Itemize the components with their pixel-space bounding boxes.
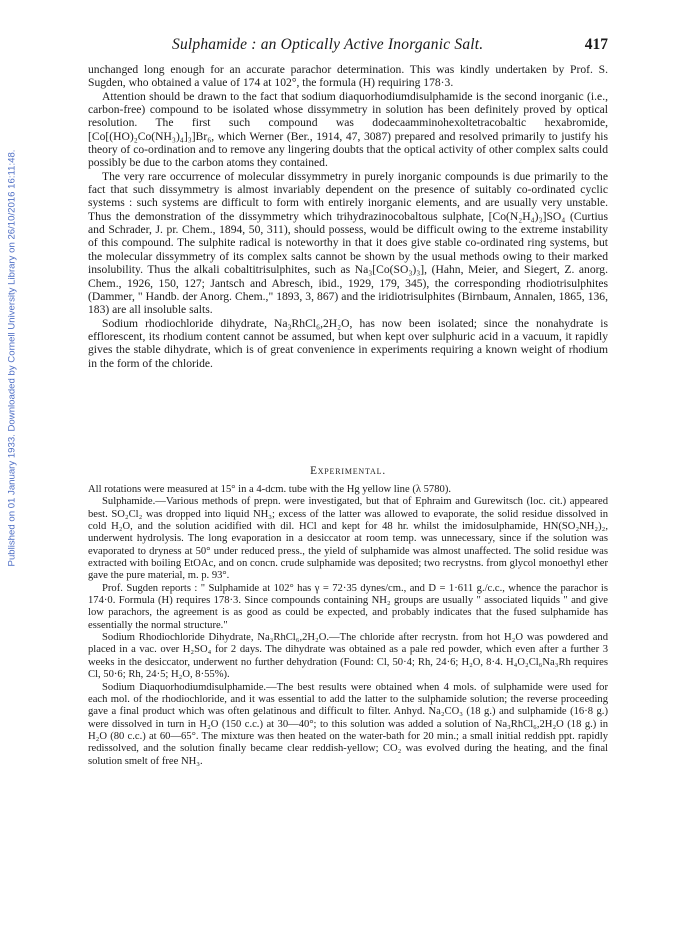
download-watermark-text: Published on 01 January 1933. Downloaded by Cornell University Library on 26/10/2016 16:11:48. [6,149,18,567]
section-heading: Experimental. [310,465,386,477]
running-title: Sulphamide : an Optically Active Inorganic Salt. [172,36,484,53]
page-number: 417 [584,36,608,53]
page-header [88,36,608,56]
download-watermark [4,138,20,578]
body-paragraph: Attention should be drawn to the fact that sodium diaquorhodiumdisulphamide is the second inorganic (i.e., carbon-free) compound to be isolated whose dissymmetry in solution has been definitely proved by optical resolution. The first such compound was dodecaamminohexoltetracobaltic hexabromide, [Co[(HO)₂Co(NH₃)₄]₃]Br₆, which Werner (Ber., 1914, 47, 3087) prepared and resolved primarily to justify his theory of co-ordination and to remove any lingering doubts that the optical activity of other complex salts could possibly be due to the carbon atoms they contained. [88,89,608,170]
experimental-paragraph: All rotations were measured at 15° in a 4-dcm. tube with the Hg yellow line (λ 5780). [88,484,451,495]
experimental-paragraph: Prof. Sugden reports : " Sulphamide at 102° has γ = 72·35 dynes/cm., and D = 1·611 g./c.c., whence the parachor is 174·0. Formula (H) requires 178·3. Since compounds containing NH₂ groups are usually " associated liquids " and give low parachors, the agreement is as good as could be expected, and probably indicates that the fused sulphamide has essentially the normal structure." [88,582,608,631]
body-paragraph: unchanged long enough for an accurate parachor determination. This was kindly undertaken by Prof. S. Sugden, who obtained a value of 174 at 102°, the formula (H) requiring 178·3. [88,63,608,90]
body-text [88,63,608,370]
body-paragraph: Sodium rhodiochloride dihydrate, Na₃RhCl₆,2H₂O, has now been isolated; since the nonahydrate is efflorescent, its rhodium content cannot be assumed, but when kept over sulphuric acid in a vacuum, it rapidly gives the stable dihydrate, which is of great convenience in experiments requiring a known weight of rhodium in the form of the chloride. [88,316,608,370]
experimental-paragraph: Sodium Diaquorhodiumdisulphamide.—The best results were obtained when 4 mols. of sulphamide were used for each mol. of the rhodiochloride, and it was essential to add the latter to the sulphamide solution; the reverse proceeding gave a final product which was often gelatinous and difficult to filter. Anhyd. Na₂CO₃ (18 g.) and sulphamide (16·8 g.) were dissolved in turn in H₂O (150 c.c.) at 30—40°; to this solution was added a solution of Na₃RhCl₆,2H₂O (18 g.) in H₂O (80 c.c.) at 60—65°. The mixture was then heated on the water-bath for 20 min.; a small initial reddish ppt. rapidly redissolved, and the solution finally became clear reddish-yellow; CO₂ was evolved during the heating, and the final solution smelt of free NH₃. [88,681,608,767]
body-paragraph: The very rare occurrence of molecular dissymmetry in purely inorganic compounds is due primarily to the fact that such dissymmetry is almost invariably dependent on the presence of suitably co-ordinated cyclic systems : such systems are difficult to form with entirely inorganic elements, and are usually very unstable. Thus the demonstration of the dissymmetry which trihydrazinocobaltous sulphate, [Co(N₂H₄)₃]SO₄ (Curtius and Schrader, J. pr. Chem., 1894, 50, 311), should possess, would be difficult owing to the extreme instability of this compound. The sulphite radical is noteworthy in that it does give stable co-ordinated ring systems, but the molecular dissymmetry of its complex salts cannot be shown by the usual methods owing to their marked insolubility. Thus the alkali cobaltitrisulphites, such as Na₃[Co(SO₃)₃], (Hahn, Meier, and Siegert, Z. anorg. Chem., 1926, 150, 127; Jantsch and Abresch, ibid., 1929, 179, 345), the corresponding rhodiotrisulphites (Dammer, " Handb. der Anorg. Chem.," 1893, 3, 867) and the iridiotrisulphites (Birnbaum, Annalen, 1865, 136, 183) are all insoluble salts. [88,169,608,317]
experimental-paragraph: Sodium Rhodiochloride Dihydrate, Na₃RhCl₆,2H₂O.—The chloride after recrystn. from hot H₂O was powdered and placed in a vac. over H₂SO₄ for 2 days. The dihydrate was obtained as a pale red powder, which even after a further 3 weeks in the desiccator, underwent no further dehydration (Found: Cl, 50·4; Rh, 24·6; H₂O, 8·4. H₄O₂Cl₆Na₃Rh requires Cl, 50·6; Rh, 24·5; H₂O, 8·55%). [88,632,608,681]
experimental-text [88,484,608,768]
experimental-paragraph: Sulphamide.—Various methods of prepn. were investigated, but that of Ephraim and Gurewitsch (loc. cit.) appeared best. SO₂Cl₂ was dropped into liquid NH₃; excess of the latter was allowed to evaporate, the solid residue dissolved in cold H₂O, and the solution acidified with dil. HCl and kept for 48 hr. whilst the imidosulphamide, HN(SO₂NH₂)₂, underwent hydrolysis. The long evaporation in a desiccator at room temp. was unnecessary, since if the solution was evaporated to dryness at 50° under reduced press., the yield of sulphamide was almost unaffected. The solid residue was extracted with boiling EtOAc, and on concn. crude sulphamide was deposited; two recrystns. from glycol monoethyl ether gave the pure material, m. p. 93°. [88,496,608,582]
